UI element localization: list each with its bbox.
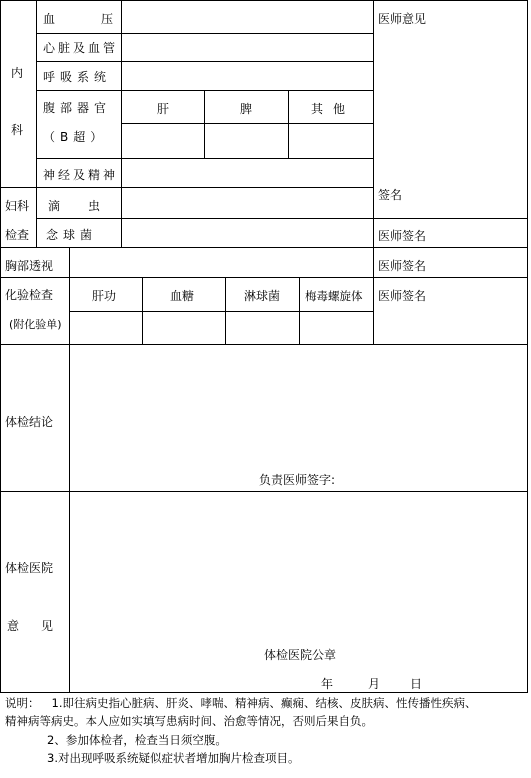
rule [36, 33, 373, 34]
notes-item-1: 1.即往病史指心脏病、肝炎、哮喘、精神病、癫痫、结核、皮肤病、性传播性疾病、 [51, 696, 477, 710]
date-year-label: 年 [321, 677, 334, 691]
lab-note: (附化验单) [9, 318, 62, 331]
hospital-seal-label: 体检医院公章 [264, 648, 337, 662]
internal-section-label: 科 [11, 123, 24, 137]
rule [0, 247, 528, 248]
gyn-label-bottom: 检查 [5, 228, 30, 242]
lab-label: 化验检查 [5, 288, 54, 302]
blood-pressure-label: 血压 [43, 12, 160, 26]
rule [225, 277, 226, 345]
lab-gonococcus-header: 淋球菌 [244, 289, 281, 303]
rule [299, 277, 300, 345]
other-column-header: 其他 [311, 102, 356, 116]
internal-section-label: 内 [11, 66, 24, 80]
spleen-column-header: 脾 [240, 102, 253, 116]
rule [373, 0, 374, 345]
rule [36, 0, 37, 248]
trichomonas-label: 滴虫 [48, 199, 129, 213]
hospital-opinion-label: 意见 [7, 619, 76, 633]
gyn-signature-label: 医师签名 [378, 229, 427, 243]
notes-line-1 [5, 694, 476, 713]
physician-opinion-label: 医师意见 [378, 12, 427, 26]
respiratory-label: 呼吸系统 [43, 70, 112, 84]
responsible-physician-signature-label: 负责医师签字: [259, 473, 336, 487]
rule [36, 61, 373, 62]
rule [0, 187, 373, 188]
rule-right [527, 0, 528, 693]
abdominal-note: （B超） [43, 130, 108, 144]
rule [36, 218, 528, 219]
gonococcus-label: 念球菌 [46, 228, 98, 242]
rule [121, 123, 373, 124]
conclusion-label: 体检结论 [5, 415, 54, 429]
gyn-label-top: 妇科 [5, 199, 30, 213]
rule-top [0, 0, 528, 1]
neuro-label: 神经及精神 [43, 168, 119, 182]
rule [142, 277, 143, 345]
notes-item-3: 3.对出现呼吸系统疑似症状者增加胸片检查项目。 [47, 751, 300, 765]
rule [0, 344, 528, 345]
liver-function-header: 肝功 [92, 289, 117, 303]
rule [69, 311, 373, 312]
notes-item-2: 2、参加体检者，检查当日须空腹。 [47, 733, 227, 747]
rule-bottom [0, 692, 528, 693]
liver-column-header: 肝 [157, 102, 170, 116]
heart-label: 心脏及血管 [43, 41, 119, 55]
hospital-opinion-label: 体检医院 [5, 561, 54, 575]
signature-label: 签名 [378, 188, 403, 202]
syphilis-header: 梅毒螺旋体 [305, 289, 363, 303]
date-month-label: 月 [368, 677, 381, 691]
rule [0, 491, 528, 492]
rule-left [0, 0, 1, 693]
notes-line-2: 精神病等病史。本人应如实填写患病时间、治愈等情况，否则后果自负。 [5, 714, 373, 728]
abdominal-label: 腹部器官 [43, 101, 112, 115]
chest-xray-signature-label: 医师签名 [378, 259, 427, 273]
blood-sugar-header: 血糖 [170, 289, 195, 303]
rule [204, 90, 205, 159]
rule [0, 277, 528, 278]
rule [288, 90, 289, 159]
lab-signature-label: 医师签名 [378, 289, 427, 303]
date-day-label: 日 [410, 677, 423, 691]
chest-xray-label: 胸部透视 [5, 259, 54, 273]
notes-title: 说明： [5, 696, 40, 710]
